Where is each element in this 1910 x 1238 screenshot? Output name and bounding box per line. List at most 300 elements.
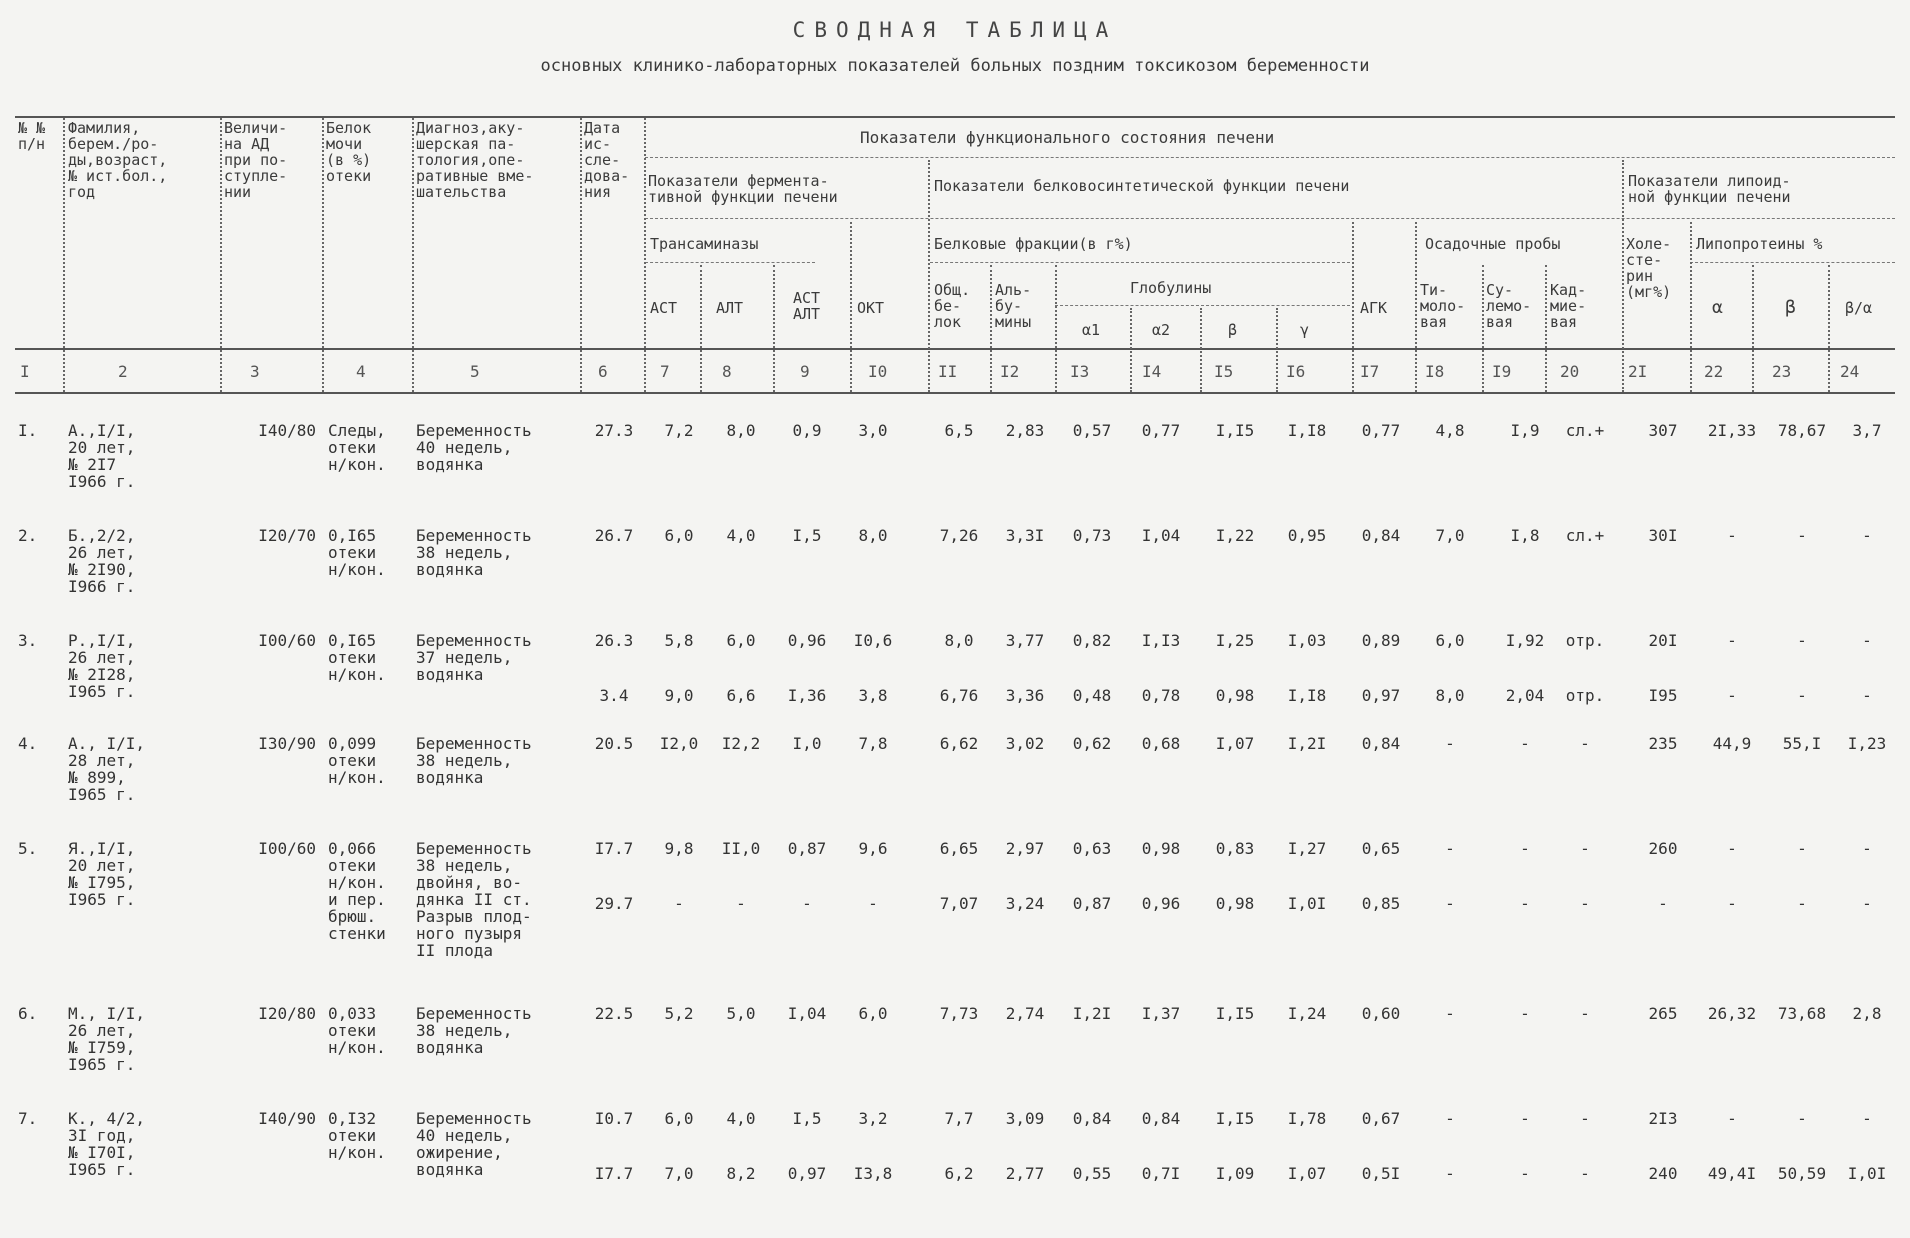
diagnosis: Беременность 38 недель, водянка — [416, 734, 532, 787]
value-cell: 0,96 — [787, 631, 827, 650]
col-divider — [1200, 308, 1202, 392]
value-cell: 0,84 — [1141, 1109, 1181, 1128]
value-cell: I,22 — [1215, 526, 1255, 545]
value-cell: - — [1727, 686, 1737, 705]
column-number: 7 — [660, 362, 670, 381]
value-cell: 8,0 — [944, 631, 974, 650]
value-cell: 6,0 — [664, 1109, 694, 1128]
value-cell: 49,4I — [1707, 1164, 1757, 1183]
value-cell: 0,97 — [1361, 686, 1401, 705]
value-cell: 0,77 — [1361, 421, 1401, 440]
value-cell: 22.5 — [594, 1004, 634, 1023]
value-cell: I,2I — [1072, 1004, 1112, 1023]
value-cell: - — [1862, 526, 1872, 545]
value-cell: - — [1797, 526, 1807, 545]
header-lipo-beta: β — [1785, 297, 1796, 318]
value-cell: 235 — [1648, 734, 1678, 753]
value-cell: 6,0 — [858, 1004, 888, 1023]
value-cell: - — [736, 894, 746, 913]
diagnosis: Беременность 37 недель, водянка — [416, 631, 532, 684]
blood-pressure: I30/90 — [258, 734, 316, 753]
value-cell: - — [1580, 894, 1590, 913]
value-cell: 7,8 — [858, 734, 888, 753]
value-cell: - — [1445, 1109, 1455, 1128]
col-divider — [850, 222, 852, 392]
header-okt: ОКТ — [857, 299, 885, 317]
patient-info: Р.,I/I, 26 лет, № 2I28, I965 г. — [68, 631, 136, 701]
col-divider — [1055, 265, 1057, 392]
value-cell: отр. — [1565, 686, 1605, 705]
value-cell: 0,68 — [1141, 734, 1181, 753]
value-cell: 2,04 — [1505, 686, 1545, 705]
value-cell: - — [1797, 1109, 1807, 1128]
header-protein-fractions: Белковые фракции(в г%) — [934, 235, 1133, 253]
value-cell: I0.7 — [594, 1109, 634, 1128]
value-cell: 0,84 — [1361, 734, 1401, 753]
header-diagnosis: Диагноз,аку- шерская па- тология,опе- ративные вме- шательства — [416, 119, 534, 201]
value-cell: 265 — [1648, 1004, 1678, 1023]
header-beta: β — [1228, 321, 1238, 339]
value-cell: - — [1658, 894, 1668, 913]
col-divider — [1415, 222, 1417, 392]
value-cell: 2,77 — [1005, 1164, 1045, 1183]
header-albumin: Аль- бу- мины — [995, 281, 1032, 331]
row-number: 7. — [18, 1109, 38, 1128]
value-cell: 78,67 — [1777, 421, 1827, 440]
col-divider — [220, 118, 222, 392]
table-title: СВОДНАЯ ТАБЛИЦА — [792, 18, 1118, 42]
diagnosis: Беременность 38 недель, двойня, во- дянка II ст. Разрыв плод- ного пузыря II плода — [416, 839, 532, 960]
col-divider — [412, 118, 414, 392]
value-cell: I,I5 — [1215, 1004, 1255, 1023]
value-cell: 6,5 — [944, 421, 974, 440]
column-number: 2I — [1628, 362, 1648, 381]
value-cell: I,I3 — [1141, 631, 1181, 650]
value-cell: - — [1797, 894, 1807, 913]
patient-info: Я.,I/I, 20 лет, № I795, I965 г. — [68, 839, 136, 909]
column-number: 5 — [470, 362, 480, 381]
value-cell: 44,9 — [1712, 734, 1752, 753]
value-cell: - — [1445, 839, 1455, 858]
value-cell: 2,8 — [1852, 1004, 1882, 1023]
numbers-bottom-rule — [15, 392, 1895, 394]
value-cell: 0,5I — [1361, 1164, 1401, 1183]
col-divider — [773, 265, 775, 392]
value-cell: - — [1580, 734, 1590, 753]
value-cell: 6,0 — [664, 526, 694, 545]
value-cell: 2,97 — [1005, 839, 1045, 858]
column-number: 22 — [1704, 362, 1724, 381]
value-cell: 29.7 — [594, 894, 634, 913]
value-cell: - — [1580, 1109, 1590, 1128]
fraction-rule — [930, 262, 1350, 263]
header-blood-pressure: Величи- на АД при по- ступле- нии — [224, 119, 288, 201]
value-cell: I,I8 — [1287, 421, 1327, 440]
value-cell: 3,09 — [1005, 1109, 1045, 1128]
value-cell: 7,0 — [664, 1164, 694, 1183]
value-cell: 7,2 — [664, 421, 694, 440]
value-cell: 6,76 — [939, 686, 979, 705]
urine-protein: 0,099 отеки н/кон. — [328, 734, 386, 787]
blood-pressure: I20/80 — [258, 1004, 316, 1023]
patient-info: А.,I/I, 20 лет, № 2I7 I966 г. — [68, 421, 136, 491]
value-cell: - — [1520, 1164, 1530, 1183]
header-ast-alt-ratio: АСТ АЛТ — [793, 289, 821, 323]
value-cell: сл.+ — [1565, 421, 1605, 440]
value-cell: 9,8 — [664, 839, 694, 858]
value-cell: 50,59 — [1777, 1164, 1827, 1183]
urine-protein: 0,I65 отеки н/кон. — [328, 526, 386, 579]
value-cell: 8,0 — [858, 526, 888, 545]
value-cell: 7,26 — [939, 526, 979, 545]
value-cell: 3,8 — [858, 686, 888, 705]
value-cell: 0,57 — [1072, 421, 1112, 440]
value-cell: 3,2 — [858, 1109, 888, 1128]
col-divider — [990, 265, 992, 392]
blood-pressure: I00/60 — [258, 839, 316, 858]
value-cell: I,37 — [1141, 1004, 1181, 1023]
liver-rule — [645, 157, 1895, 158]
value-cell: - — [1520, 839, 1530, 858]
blood-pressure: I40/90 — [258, 1109, 316, 1128]
urine-protein: Следы, отеки н/кон. — [328, 421, 386, 474]
value-cell: 6,0 — [1435, 631, 1465, 650]
value-cell: I,27 — [1287, 839, 1327, 858]
header-liver-group: Показатели функционального состояния печени — [860, 128, 1275, 147]
column-number: I9 — [1492, 362, 1512, 381]
value-cell: 4,8 — [1435, 421, 1465, 440]
value-cell: 6,6 — [726, 686, 756, 705]
column-number: I0 — [868, 362, 888, 381]
value-cell: - — [1445, 894, 1455, 913]
value-cell: 5,8 — [664, 631, 694, 650]
col-divider — [1622, 160, 1624, 392]
col-divider — [1545, 265, 1547, 392]
value-cell: 2I3 — [1648, 1109, 1678, 1128]
patient-info: А., I/I, 28 лет, № 899, I965 г. — [68, 734, 146, 804]
value-cell: - — [1862, 686, 1872, 705]
value-cell: - — [802, 894, 812, 913]
value-cell: I0,6 — [853, 631, 893, 650]
header-ast: АСТ — [650, 299, 678, 317]
value-cell: 0,73 — [1072, 526, 1112, 545]
col-divider — [700, 265, 702, 392]
value-cell: сл.+ — [1565, 526, 1605, 545]
value-cell: 0,7I — [1141, 1164, 1181, 1183]
value-cell: 4,0 — [726, 526, 756, 545]
value-cell: 3,3I — [1005, 526, 1045, 545]
value-cell: 5,0 — [726, 1004, 756, 1023]
subgroup-rule — [645, 218, 1895, 219]
value-cell: - — [868, 894, 878, 913]
value-cell: 0,82 — [1072, 631, 1112, 650]
patient-info: М., I/I, 26 лет, № I759, I965 г. — [68, 1004, 146, 1074]
header-bottom-rule — [15, 348, 1895, 350]
blood-pressure: I00/60 — [258, 631, 316, 650]
header-lipoid-group: Показатели липоид- ной функции печени — [1628, 172, 1791, 206]
col-divider — [1482, 265, 1484, 392]
value-cell: 3,77 — [1005, 631, 1045, 650]
header-patient: Фамилия, берем./ро- ды,возраст, № ист.бол., год — [68, 119, 168, 201]
value-cell: - — [1862, 839, 1872, 858]
value-cell: 55,I — [1782, 734, 1822, 753]
col-divider — [1130, 308, 1132, 392]
value-cell: I,04 — [787, 1004, 827, 1023]
value-cell: I3,8 — [853, 1164, 893, 1183]
value-cell: - — [1862, 631, 1872, 650]
header-date: Дата ис- сле- дова- ния — [584, 119, 630, 201]
table-subtitle: основных клинико-лабораторных показателей больных поздним токсикозом беременности — [540, 56, 1370, 76]
value-cell: - — [1727, 839, 1737, 858]
value-cell: - — [1862, 894, 1872, 913]
column-number: I3 — [1070, 362, 1090, 381]
column-number: 8 — [722, 362, 732, 381]
value-cell: 0,96 — [1141, 894, 1181, 913]
value-cell: I,8 — [1510, 526, 1540, 545]
header-sediment: Осадочные пробы — [1425, 235, 1561, 253]
value-cell: 0,78 — [1141, 686, 1181, 705]
value-cell: 7,73 — [939, 1004, 979, 1023]
value-cell: I,25 — [1215, 631, 1255, 650]
urine-protein: 0,066 отеки н/кон. и пер. брюш. стенки — [328, 839, 386, 943]
value-cell: - — [1580, 1004, 1590, 1023]
column-number: 20 — [1560, 362, 1580, 381]
header-total-protein: Общ. бе- лок — [934, 281, 971, 331]
col-divider — [1690, 222, 1692, 392]
value-cell: 6,65 — [939, 839, 979, 858]
blood-pressure: I20/70 — [258, 526, 316, 545]
value-cell: 260 — [1648, 839, 1678, 858]
lipoprotein-rule — [1690, 262, 1895, 263]
header-ferment-group: Показатели фермента- тивной функции печени — [648, 172, 838, 206]
value-cell: II,0 — [721, 839, 761, 858]
value-cell: 8,0 — [1435, 686, 1465, 705]
row-number: 5. — [18, 839, 38, 858]
value-cell: - — [1520, 1109, 1530, 1128]
patient-info: Б.,2/2, 26 лет, № 2I90, I966 г. — [68, 526, 136, 596]
value-cell: I,I8 — [1287, 686, 1327, 705]
value-cell: I,0 — [792, 734, 822, 753]
value-cell: 0,98 — [1141, 839, 1181, 858]
value-cell: - — [1727, 1109, 1737, 1128]
value-cell: 0,89 — [1361, 631, 1401, 650]
header-transaminases: Трансаминазы — [650, 235, 759, 253]
column-number: I2 — [1000, 362, 1020, 381]
transaminase-rule — [645, 262, 815, 263]
value-cell: 9,0 — [664, 686, 694, 705]
value-cell: - — [1580, 839, 1590, 858]
value-cell: - — [1445, 1164, 1455, 1183]
value-cell: 4,0 — [726, 1109, 756, 1128]
header-cadmium: Кад- мие- вая — [1550, 281, 1587, 331]
value-cell: I,04 — [1141, 526, 1181, 545]
col-divider — [580, 118, 582, 392]
value-cell: I,07 — [1215, 734, 1255, 753]
value-cell: 9,6 — [858, 839, 888, 858]
value-cell: I,09 — [1215, 1164, 1255, 1183]
value-cell: 0,9 — [792, 421, 822, 440]
header-cholesterol: Холе- сте- рин (мг%) — [1626, 235, 1672, 301]
value-cell: - — [1727, 631, 1737, 650]
value-cell: I,78 — [1287, 1109, 1327, 1128]
value-cell: I2,0 — [659, 734, 699, 753]
value-cell: 20I — [1648, 631, 1678, 650]
value-cell: 0,62 — [1072, 734, 1112, 753]
value-cell: I,5 — [792, 1109, 822, 1128]
row-number: I. — [18, 421, 38, 440]
header-protein-group: Показатели белковосинтетической функции печени — [934, 177, 1350, 195]
diagnosis: Беременность 38 недель, водянка — [416, 526, 532, 579]
value-cell: 2I,33 — [1707, 421, 1757, 440]
diagnosis: Беременность 40 недель, ожирение, водянка — [416, 1109, 532, 1179]
col-divider — [1352, 222, 1354, 392]
header-alpha1: α1 — [1082, 321, 1101, 339]
header-thymol: Ти- моло- вая — [1420, 281, 1466, 331]
col-divider — [322, 118, 324, 392]
value-cell: отр. — [1565, 631, 1605, 650]
value-cell: 3,24 — [1005, 894, 1045, 913]
value-cell: 2,83 — [1005, 421, 1045, 440]
column-number: 2 — [118, 362, 128, 381]
column-number: II — [938, 362, 958, 381]
header-top-rule — [15, 116, 1895, 118]
value-cell: - — [1520, 1004, 1530, 1023]
column-number: 3 — [250, 362, 260, 381]
row-number: 4. — [18, 734, 38, 753]
value-cell: 240 — [1648, 1164, 1678, 1183]
column-number: I4 — [1142, 362, 1162, 381]
value-cell: 20.5 — [594, 734, 634, 753]
value-cell: - — [1580, 1164, 1590, 1183]
row-number: 3. — [18, 631, 38, 650]
value-cell: I,03 — [1287, 631, 1327, 650]
value-cell: - — [1445, 734, 1455, 753]
column-number: 4 — [356, 362, 366, 381]
header-sulema: Су- лемо- вая — [1486, 281, 1532, 331]
value-cell: I95 — [1648, 686, 1678, 705]
value-cell: 3,36 — [1005, 686, 1045, 705]
value-cell: 0,77 — [1141, 421, 1181, 440]
value-cell: 0,98 — [1215, 894, 1255, 913]
value-cell: - — [1797, 631, 1807, 650]
value-cell: 0,63 — [1072, 839, 1112, 858]
value-cell: 7,07 — [939, 894, 979, 913]
value-cell: I,24 — [1287, 1004, 1327, 1023]
value-cell: I,23 — [1847, 734, 1887, 753]
column-number: 23 — [1772, 362, 1792, 381]
column-number: I6 — [1286, 362, 1306, 381]
urine-protein: 0,033 отеки н/кон. — [328, 1004, 386, 1057]
header-lipoproteins: Липопротеины % — [1696, 235, 1823, 253]
value-cell: I,I5 — [1215, 421, 1255, 440]
value-cell: - — [1445, 1004, 1455, 1023]
value-cell: 0,55 — [1072, 1164, 1112, 1183]
value-cell: I,5 — [792, 526, 822, 545]
value-cell: 8,0 — [726, 421, 756, 440]
value-cell: I,0I — [1847, 1164, 1887, 1183]
value-cell: 30I — [1648, 526, 1678, 545]
value-cell: 8,2 — [726, 1164, 756, 1183]
value-cell: - — [1727, 894, 1737, 913]
value-cell: 6,62 — [939, 734, 979, 753]
col-divider — [1276, 308, 1278, 392]
header-gamma: γ — [1300, 321, 1310, 339]
value-cell: - — [1862, 1109, 1872, 1128]
value-cell: 0,87 — [1072, 894, 1112, 913]
value-cell: 73,68 — [1777, 1004, 1827, 1023]
value-cell: I,2I — [1287, 734, 1327, 753]
value-cell: I,0I — [1287, 894, 1327, 913]
col-divider — [1828, 265, 1830, 392]
header-lipo-beta-alpha: β/α — [1845, 299, 1873, 317]
column-number: 24 — [1840, 362, 1860, 381]
value-cell: 0,67 — [1361, 1109, 1401, 1128]
value-cell: 0,84 — [1361, 526, 1401, 545]
value-cell: I2,2 — [721, 734, 761, 753]
value-cell: I,I5 — [1215, 1109, 1255, 1128]
value-cell: I7.7 — [594, 1164, 634, 1183]
value-cell: 0,95 — [1287, 526, 1327, 545]
value-cell: 5,2 — [664, 1004, 694, 1023]
value-cell: 6,0 — [726, 631, 756, 650]
urine-protein: 0,I32 отеки н/кон. — [328, 1109, 386, 1162]
value-cell: 6,2 — [944, 1164, 974, 1183]
value-cell: 3,02 — [1005, 734, 1045, 753]
value-cell: - — [1797, 839, 1807, 858]
header-alpha2: α2 — [1152, 321, 1171, 339]
value-cell: 0,83 — [1215, 839, 1255, 858]
value-cell: 0,87 — [787, 839, 827, 858]
value-cell: 307 — [1648, 421, 1678, 440]
value-cell: 0,84 — [1072, 1109, 1112, 1128]
diagnosis: Беременность 38 недель, водянка — [416, 1004, 532, 1057]
value-cell: 0,65 — [1361, 839, 1401, 858]
value-cell: 3.4 — [599, 686, 629, 705]
col-divider — [928, 160, 930, 392]
value-cell: I,92 — [1505, 631, 1545, 650]
header-agk: АГК — [1360, 299, 1388, 317]
value-cell: 0,97 — [787, 1164, 827, 1183]
column-number: I5 — [1214, 362, 1234, 381]
value-cell: 27.3 — [594, 421, 634, 440]
value-cell: I7.7 — [594, 839, 634, 858]
value-cell: - — [1727, 526, 1737, 545]
value-cell: 0,48 — [1072, 686, 1112, 705]
value-cell: 26,32 — [1707, 1004, 1757, 1023]
value-cell: 2,74 — [1005, 1004, 1045, 1023]
diagnosis: Беременность 40 недель, водянка — [416, 421, 532, 474]
column-number: 6 — [598, 362, 608, 381]
value-cell: I,36 — [787, 686, 827, 705]
column-number: I — [20, 362, 30, 381]
col-divider — [63, 118, 65, 392]
header-alt: АЛТ — [716, 299, 744, 317]
value-cell: 7,0 — [1435, 526, 1465, 545]
globulin-rule — [1055, 305, 1350, 306]
value-cell: I,07 — [1287, 1164, 1327, 1183]
value-cell: - — [674, 894, 684, 913]
value-cell: 26.7 — [594, 526, 634, 545]
value-cell: I,9 — [1510, 421, 1540, 440]
value-cell: 26.3 — [594, 631, 634, 650]
header-urine-protein: Белок мочи (в %) отеки — [326, 119, 372, 185]
header-globulins: Глобулины — [1130, 279, 1212, 297]
column-number: I7 — [1360, 362, 1380, 381]
col-divider — [644, 118, 646, 392]
value-cell: - — [1797, 686, 1807, 705]
value-cell: 7,7 — [944, 1109, 974, 1128]
column-number: I8 — [1425, 362, 1445, 381]
